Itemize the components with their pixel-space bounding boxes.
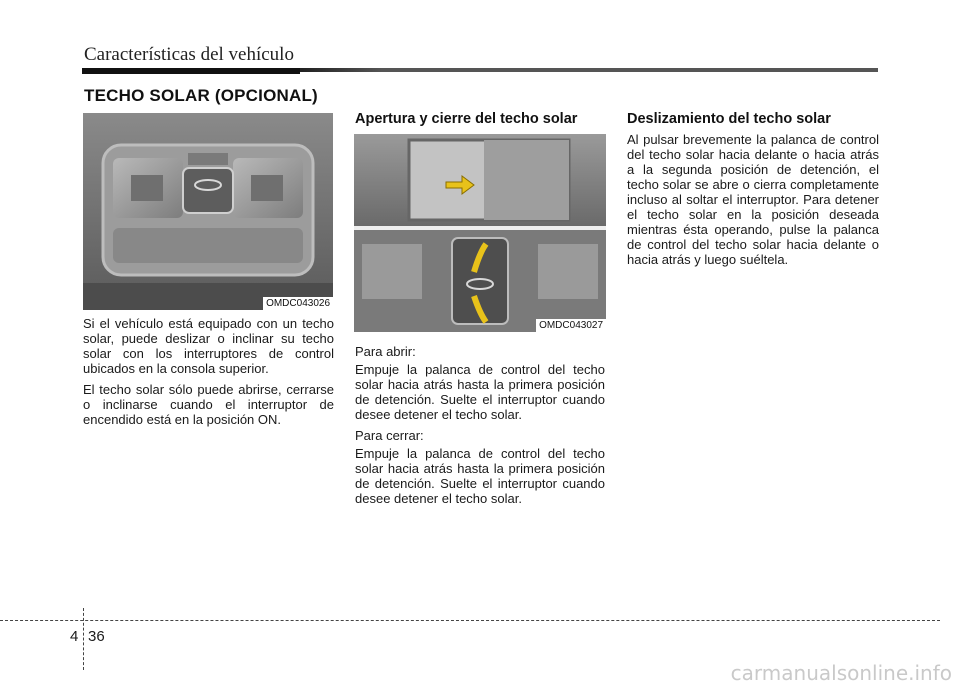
sunroof-photo: [354, 134, 606, 332]
section-title: TECHO SOLAR (OPCIONAL): [84, 86, 318, 105]
col2-heading: Apertura y cierre del techo solar: [355, 111, 578, 127]
open-text: Empuje la palanca de control del techo solar hacia atrás hasta la primera posición de detención. Suelte el interruptor cuando desee detener el techo solar.: [355, 362, 605, 422]
image-label: OMDC043026: [263, 297, 333, 310]
overhead-console-illustration: [83, 113, 333, 310]
image-label: OMDC043027: [536, 319, 606, 332]
col2-text: [355, 344, 605, 512]
page-number: 36: [88, 628, 105, 645]
col3-heading: Deslizamiento del techo solar: [627, 111, 831, 127]
chapter-number: 4: [70, 628, 79, 645]
col1-paragraph: Si el vehículo está equipado con un techo solar, puede deslizar o inclinar su techo solar con los interruptores de control ubicados en la consola superior.: [83, 316, 334, 376]
header-rule-accent: [82, 68, 300, 74]
footer-divider: [83, 608, 84, 670]
open-label: Para abrir:: [355, 344, 416, 359]
col1-paragraph: El techo solar sólo puede abrirse, cerrarse o inclinarse cuando el interruptor de encendido está en la posición ON.: [83, 382, 334, 427]
col1-text: [83, 316, 334, 433]
close-text: Empuje la palanca de control del techo solar hacia atrás hasta la primera posición de detención. Suelte el interruptor cuando desee detener el techo solar.: [355, 446, 605, 506]
footer-rule: [0, 620, 940, 621]
close-label: Para cerrar:: [355, 428, 424, 443]
col3-text: [627, 132, 879, 273]
overhead-console-photo: [83, 113, 333, 310]
page-header-title: Características del vehículo: [84, 44, 294, 65]
col3-paragraph: Al pulsar brevemente la palanca de control del techo solar hacia delante o hacia atrás a la segunda posición de detención, el techo solar se abre o cierra completamente incluso al soltar el interruptor. Para detener el techo solar en la posición deseada mientras ésta operando, pulse la palanca de control del techo solar hacia delante o hacia atrás y luego suéltela.: [627, 132, 879, 267]
watermark: carmanualsonline.info: [730, 661, 952, 685]
sunroof-illustration: [354, 134, 606, 332]
